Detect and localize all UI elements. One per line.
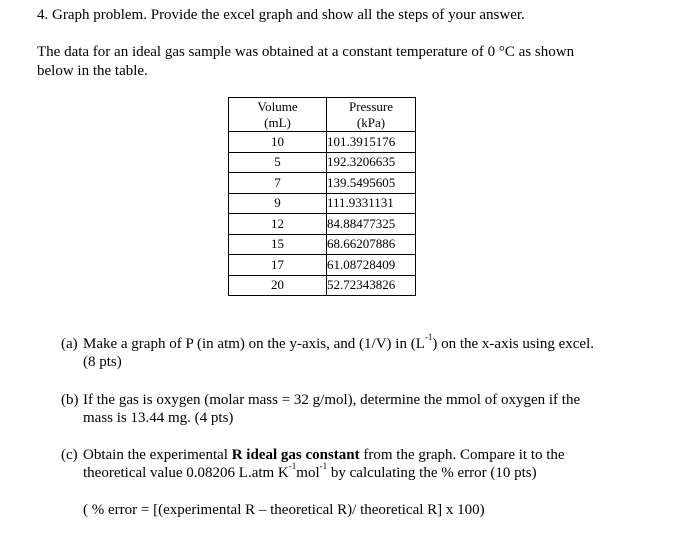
intro-text-line-1: The data for an ideal gas sample was obtained at a constant temperature of 0 °C as shown: [37, 44, 575, 60]
part-c-line-2: [83, 461, 537, 482]
table-row: [229, 214, 416, 235]
pressure-header: [327, 98, 416, 132]
pressure-cell: 101.3915176: [327, 132, 416, 153]
pressure-cell: 84.88477325: [327, 214, 416, 235]
part-b-line-1: If the gas is oxygen (molar mass = 32 g/mol), determine the mmol of oxygen if the: [83, 392, 581, 408]
volume-cell: 12: [229, 214, 327, 235]
table-row: [229, 152, 416, 173]
volume-cell: 17: [229, 255, 327, 276]
table-row: [229, 132, 416, 153]
part-c-text: mol: [296, 465, 320, 481]
intro-text-line-2: below in the table.: [37, 63, 148, 79]
part-b-label: (b): [61, 392, 79, 408]
table-row: [229, 173, 416, 194]
part-c-text-end: by calculating the % error (10 pts): [327, 465, 537, 481]
question-heading: 4. Graph problem. Provide the excel graph and show all the steps of your answer.: [37, 7, 525, 23]
pressure-header-unit: (kPa): [356, 115, 386, 130]
part-a-label: (a): [61, 336, 78, 352]
pressure-header-label: Pressure: [348, 99, 394, 114]
volume-header-unit: (mL): [264, 115, 291, 130]
part-a-line-2: (8 pts): [83, 354, 122, 370]
superscript: -1: [319, 461, 328, 471]
volume-cell: 9: [229, 193, 327, 214]
part-c-text: theoretical value 0.08206 L.atm K: [83, 465, 289, 481]
superscript: -1: [424, 332, 433, 342]
pressure-cell: 111.9331131: [327, 193, 416, 214]
part-c-text: Obtain the experimental: [83, 447, 232, 463]
table-row: [229, 193, 416, 214]
volume-cell: 10: [229, 132, 327, 153]
part-c-bold-text: R ideal gas constant: [231, 447, 360, 463]
table-row: [229, 234, 416, 255]
data-table: [228, 97, 416, 296]
volume-cell: 20: [229, 275, 327, 296]
part-b-line-2: mass is 13.44 mg. (4 pts): [83, 410, 234, 426]
table-row: [229, 275, 416, 296]
pressure-cell: 68.66207886: [327, 234, 416, 255]
pressure-cell: 192.3206635: [327, 152, 416, 173]
pressure-cell: 139.5495605: [327, 173, 416, 194]
superscript: -1: [288, 461, 297, 471]
table-header-row: [229, 98, 416, 132]
percent-error-formula: ( % error = [(experimental R – theoretical R)/ theoretical R] x 100): [83, 502, 485, 518]
pressure-cell: 52.72343826: [327, 275, 416, 296]
volume-header: [229, 98, 327, 132]
part-a-text: Make a graph of P (in atm) on the y-axis, and (1/V) in (L: [83, 336, 425, 352]
volume-cell: 5: [229, 152, 327, 173]
part-c-label: (c): [61, 447, 78, 463]
part-a-text-end: ) on the x-axis using excel.: [432, 336, 594, 352]
part-a-line-1: [83, 332, 594, 353]
table-row: [229, 255, 416, 276]
volume-cell: 7: [229, 173, 327, 194]
pressure-cell: 61.08728409: [327, 255, 416, 276]
volume-cell: 15: [229, 234, 327, 255]
volume-header-label: Volume: [257, 99, 298, 114]
part-c-text-end: from the graph. Compare it to the: [359, 447, 565, 463]
